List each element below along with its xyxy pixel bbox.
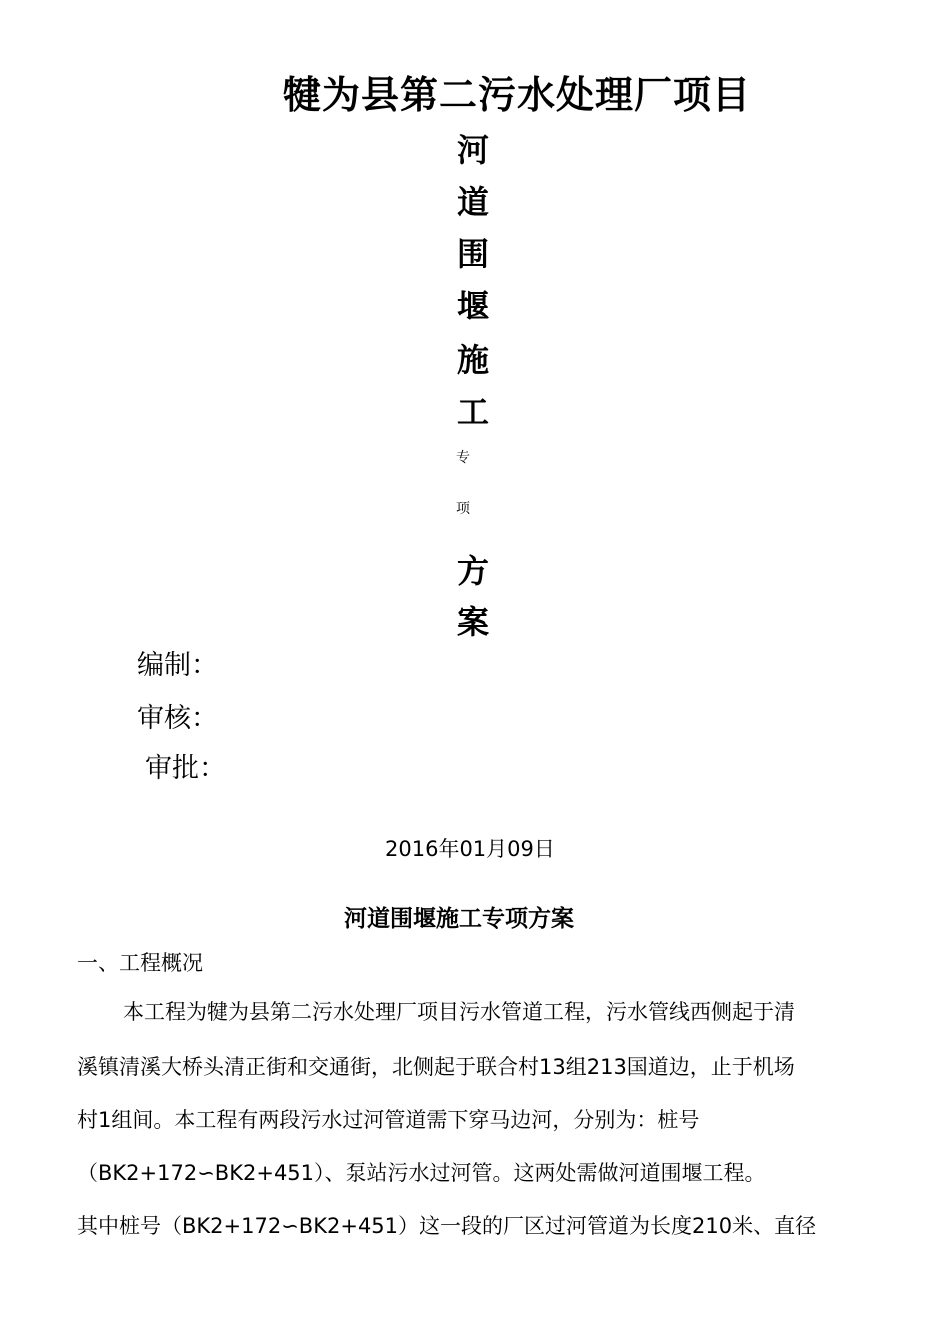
project-title: 犍为县第二污水处理厂项目 [283,73,752,117]
document-heading: 河道围堰施工专项方案 [344,906,574,932]
vertical-small-char: 项 [456,501,470,517]
vertical-small-char: 专 [456,450,470,466]
vertical-title-char: 道 [456,183,489,221]
vertical-title-char: 堰 [456,287,489,325]
approved-by-label: 审批： [145,753,226,784]
section-title: 一、工程概况 [77,951,203,975]
paragraph-line: 村1组间。本工程有两段污水过河管道需下穿马边河，分别为：桩号 [77,1108,700,1132]
vertical-title-char: 施 [456,341,489,379]
vertical-title-char: 工 [456,393,489,431]
compiled-by-label: 编制： [137,650,218,681]
vertical-title-char: 围 [456,235,489,273]
paragraph-line: 溪镇清溪大桥头清正街和交通街，北侧起于联合村13组213国道边，止于机场 [77,1055,795,1079]
paragraph-line: 其中桩号（BK2+172∽BK2+451）这一段的厂区过河管道为长度210米、直径 [77,1214,817,1238]
paragraph-line: （BK2+172∽BK2+451）、泵站污水过河管。这两处需做河道围堰工程。 [77,1161,766,1185]
vertical-title-char: 方 [456,552,489,590]
vertical-title-char: 案 [456,603,489,641]
document-date: 2016年01月09日 [385,837,555,861]
paragraph-line: 本工程为犍为县第二污水处理厂项目污水管道工程，污水管线西侧起于清 [123,1000,795,1024]
reviewed-by-label: 审核： [137,703,218,734]
vertical-title-char: 河 [456,131,489,169]
